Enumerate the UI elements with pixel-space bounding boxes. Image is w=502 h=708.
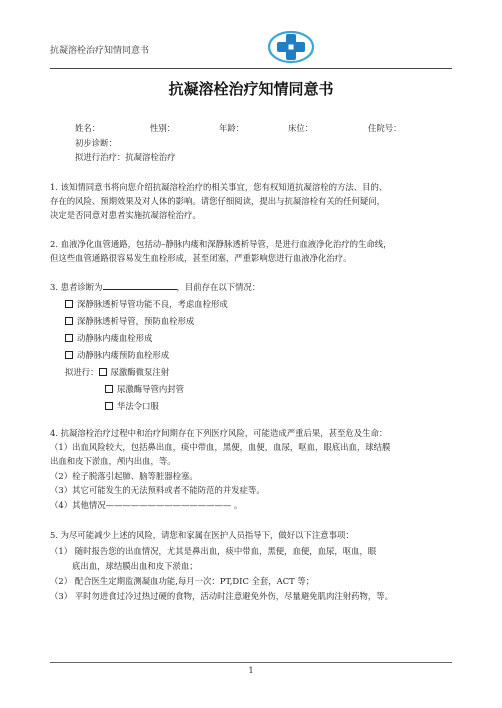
page-number: 1 <box>248 666 254 675</box>
field-diagnosis: 初步诊断： <box>75 138 117 148</box>
checkbox[interactable] <box>105 385 113 393</box>
p1-line: 1. 该知情同意书将向您介绍抗凝溶栓治疗的相关事宜，您有权知道抗凝溶栓的方法、目的、 <box>50 182 388 192</box>
field-hospital-no: 住院号： <box>368 123 402 133</box>
checkbox[interactable] <box>65 300 73 308</box>
checkbox[interactable] <box>65 351 73 359</box>
checkbox[interactable] <box>105 402 113 410</box>
running-header: 抗凝溶栓治疗知情同意书 <box>50 46 150 56</box>
p4-line: （1）出血风险较大，包括鼻出血，痰中带血，黑便，血便，血尿，呕血，眼底出血，球结膜 <box>50 442 391 452</box>
p3-suffix: ，目前存在以下情况： <box>176 282 261 292</box>
p5-line: （1） 随时报告您的出血情况，尤其是鼻出血，痰中带血，黑便，血便，血尿，呕血，眼 <box>50 546 377 556</box>
p2-line: 2. 血液净化血管通路，包括动–静脉内瘘和深静脉透析导管，是进行血液净化治疗的生命线， <box>50 239 392 249</box>
p5-line: （2） 配合医生定期监测凝血功能,每月一次：PT,DIC 全套，ACT 等； <box>50 576 315 586</box>
condition-item: 深静脉透析导管功能不良，考虑血栓形成 <box>65 298 228 310</box>
field-age: 年龄： <box>219 123 245 133</box>
footer-divider <box>50 662 452 663</box>
p5-line: 5. 为尽可能减少上述的风险，请您和家属在医护人员指导下，做好以下注意事项： <box>50 530 354 540</box>
plan-item: 华法令口服 <box>105 400 159 412</box>
hospital-cross-logo-icon <box>266 28 316 66</box>
p1-line: 决定是否同意对患者实施抗凝溶栓治疗。 <box>50 210 201 220</box>
plan-item: 拟进行： 尿激酶微泵注射 <box>65 367 170 377</box>
checkbox[interactable] <box>65 317 73 325</box>
p1-line: 存在的风险、预期效果及对人体的影响。请您仔细阅读，提出与抗凝溶栓有关的任何疑问， <box>50 196 385 206</box>
plan-item: 尿激酶导管内封管 <box>105 383 184 395</box>
condition-item: 动静脉内瘘预防血栓形成 <box>65 349 169 361</box>
p4-line: 4. 抗凝溶栓治疗过程中和治疗间期存在下列医疗风险，可能造成严重后果，甚至危及生命： <box>50 428 388 438</box>
p4-line: （4）其他情况——————————————— 。 <box>50 500 243 510</box>
checkbox[interactable] <box>65 334 73 342</box>
diagnosis-blank[interactable] <box>103 281 177 290</box>
document-title: 抗凝溶栓治疗知情同意书 <box>168 80 334 98</box>
field-gender: 性别： <box>150 123 176 133</box>
p5-line: 底出血，球结膜出血和皮下淤血； <box>72 561 198 571</box>
field-bed: 床位： <box>288 123 314 133</box>
field-treatment: 拟进行治疗：抗凝溶栓治疗 <box>75 152 176 162</box>
p2-line: 但这些血管通路很容易发生血栓形成，甚至闭塞，严重影响您进行血液净化治疗。 <box>50 253 352 263</box>
condition-item: 深静脉透析导管，预防血栓形成 <box>65 315 194 327</box>
p3-prefix: 3. 患者诊断为 <box>50 282 103 292</box>
header-divider <box>50 68 452 69</box>
condition-item: 动静脉内瘘血栓形成 <box>65 332 152 344</box>
plan-label: 拟进行： <box>65 367 99 377</box>
p3-diagnosis-line <box>50 281 260 293</box>
checkbox[interactable] <box>99 368 107 376</box>
field-name: 姓名： <box>75 123 101 133</box>
p4-line: （2）栓子脱落引起肺、脑等脏器栓塞。 <box>50 471 198 481</box>
p4-line: 出血和皮下淤血，颅内出血，等。 <box>50 456 176 466</box>
p5-line: （3） 平时勿进食过冷过热过硬的食物，活动时注意避免外伤，尽量避免肌肉注射药物，等。 <box>50 591 393 601</box>
p4-line: （3）其它可能发生的无法预料或者不能防范的并发症等。 <box>50 485 265 495</box>
